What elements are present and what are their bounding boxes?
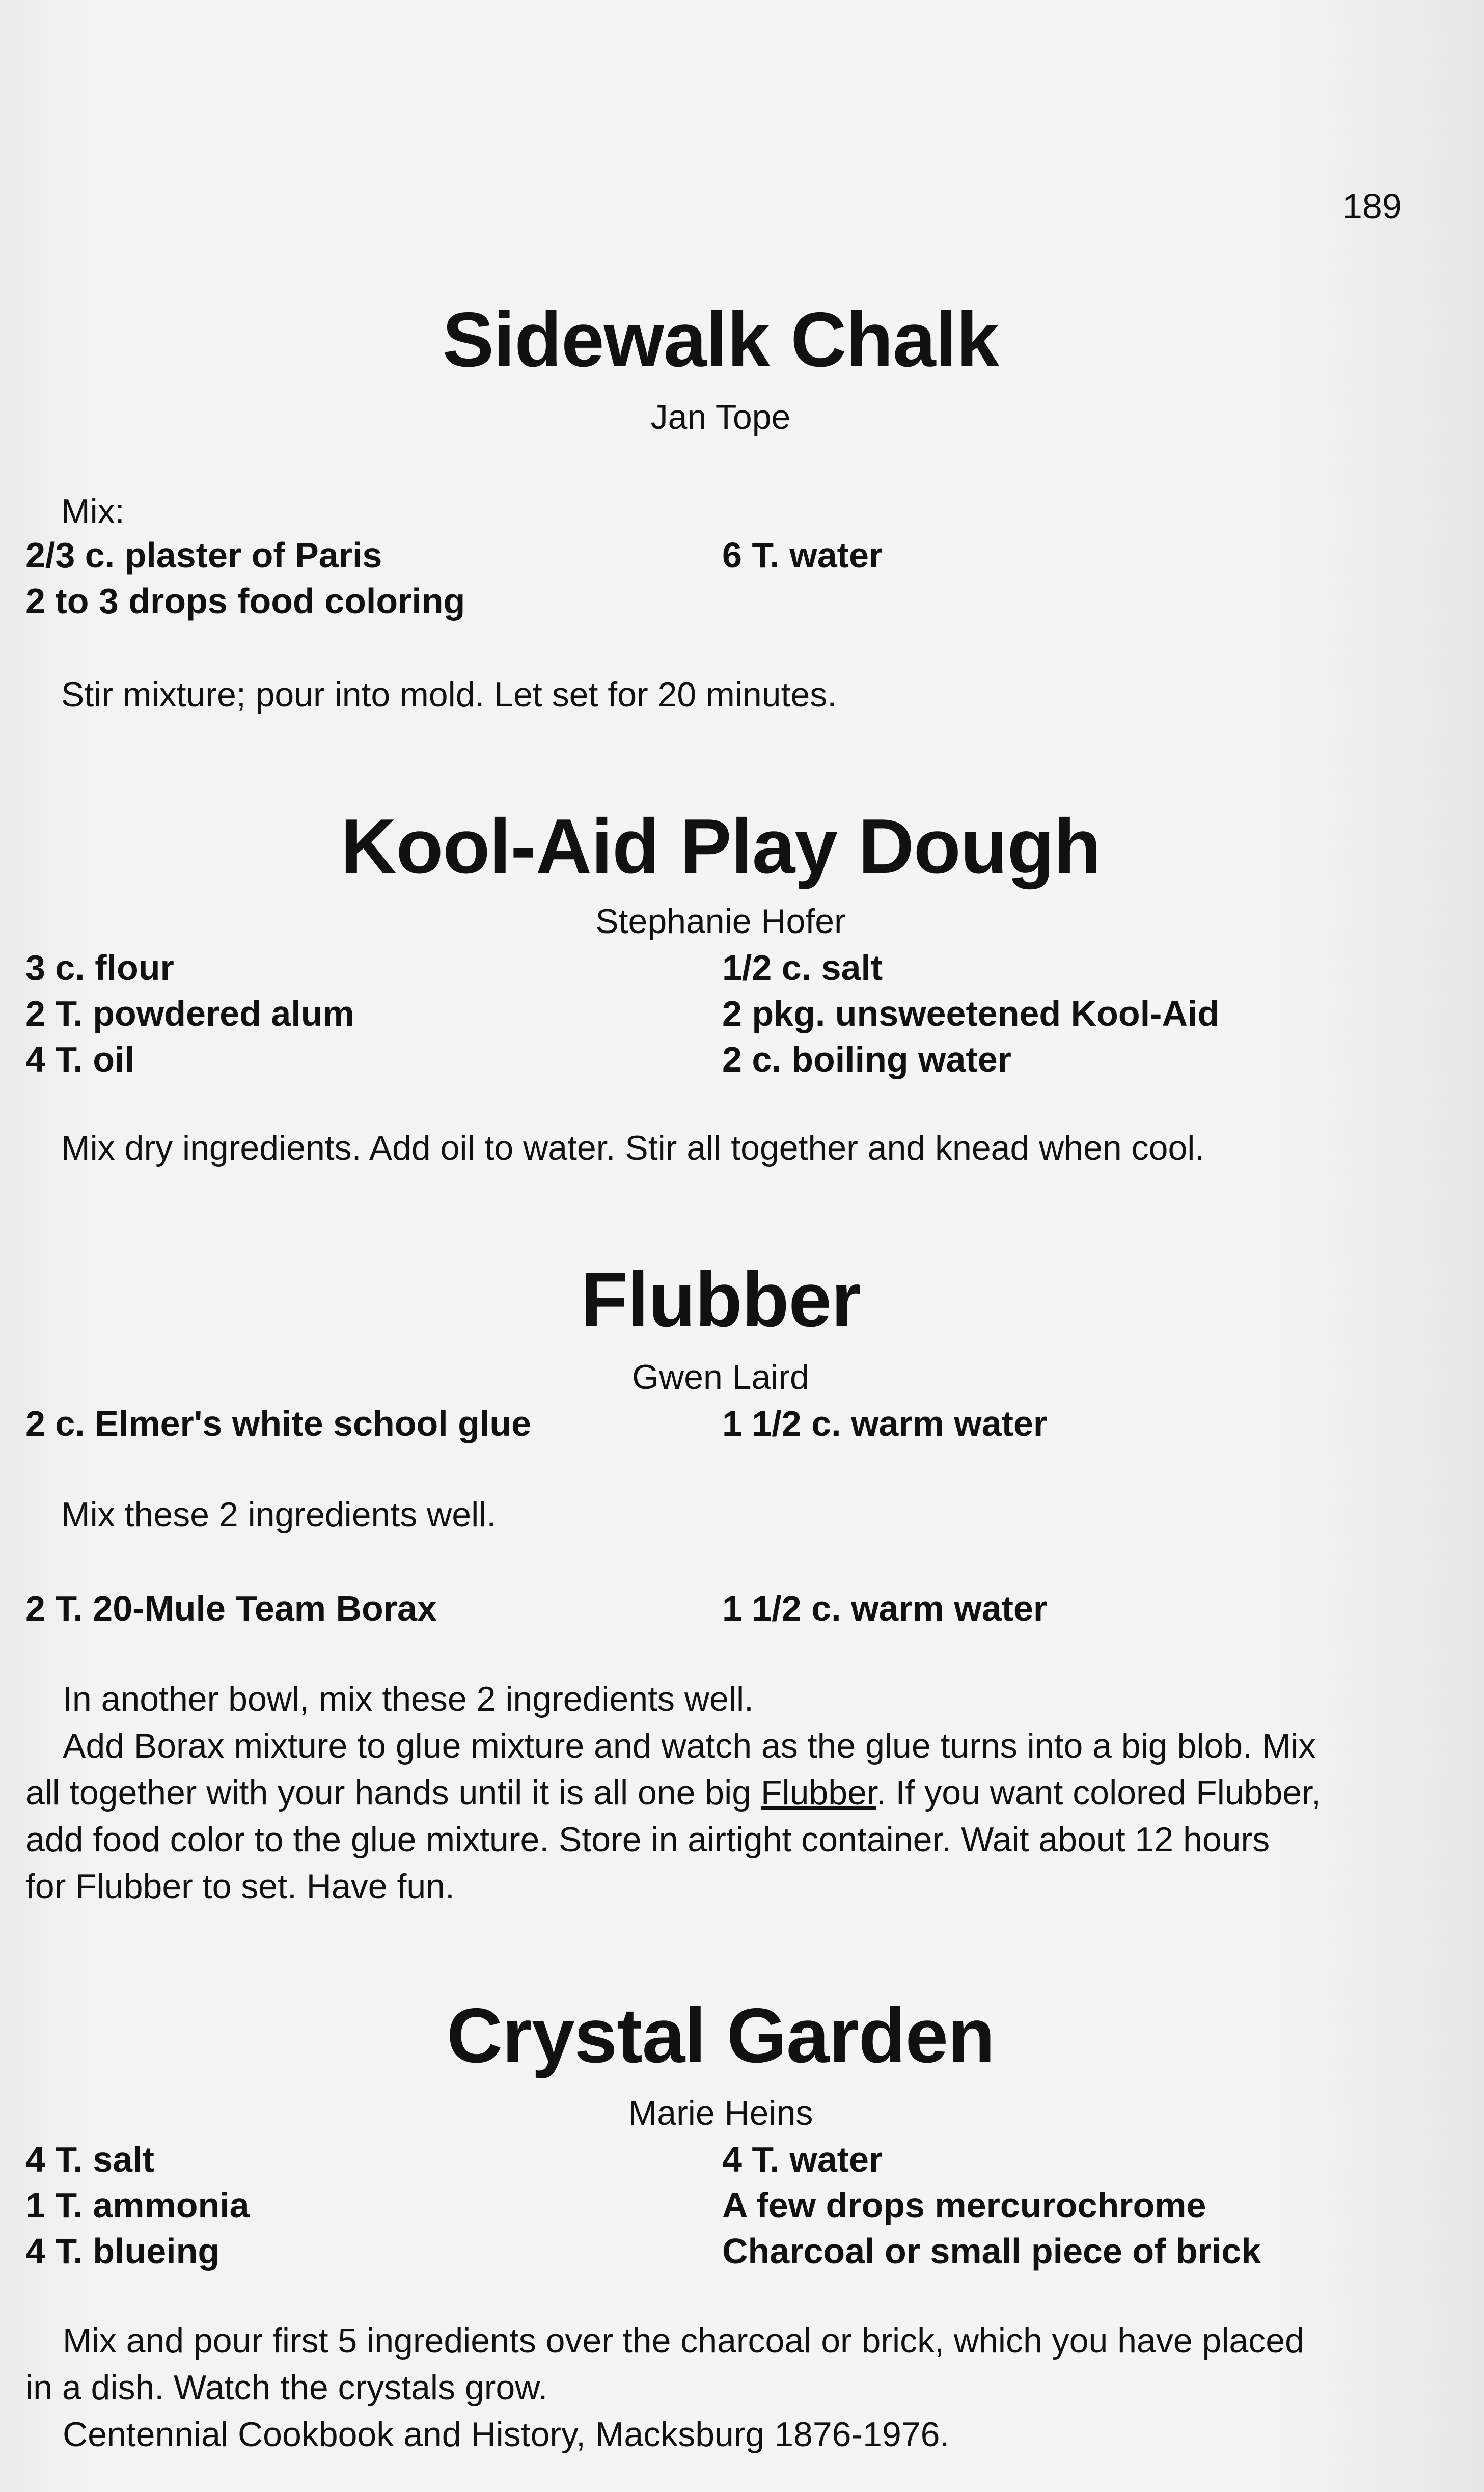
ingredient-right: 4 T. water xyxy=(722,2140,883,2179)
recipe-step-line: in a dish. Watch the crystals grow. xyxy=(25,2368,548,2407)
ingredient-left: 2/3 c. plaster of Paris xyxy=(25,535,382,575)
recipe-title-sidewalk-chalk: Sidewalk Chalk xyxy=(442,296,999,383)
recipe-step-text: . If you want colored Flubber, xyxy=(876,1773,1321,1812)
ingredient-right: A few drops mercurochrome xyxy=(722,2185,1206,2225)
ingredient-left: 4 T. salt xyxy=(25,2140,154,2179)
ingredient-left: 3 c. flour xyxy=(25,948,174,988)
ingredient-left: 2 T. powdered alum xyxy=(25,994,354,1033)
recipe-step: Mix and pour first 5 ingredients over the charcoal or brick, which you have placed xyxy=(63,2321,1304,2360)
recipe-step: Add Borax mixture to glue mixture and watch as the glue turns into a big blob. Mix xyxy=(63,1727,1316,1765)
recipe-step-line: add food color to the glue mixture. Store in airtight container. Wait about 12 hours xyxy=(25,1820,1270,1859)
recipe-author: Jan Tope xyxy=(650,398,791,436)
ingredient-right: 2 c. boiling water xyxy=(722,1039,1011,1079)
ingredient-left: 2 c. Elmer's white school glue xyxy=(25,1404,532,1443)
recipe-instructions-block xyxy=(25,2317,1416,2458)
recipe-step: Mix these 2 ingredients well. xyxy=(61,1495,497,1534)
recipe-author: Gwen Laird xyxy=(632,1358,809,1396)
recipe-step-text: all together with your hands until it is all one big xyxy=(25,1773,761,1812)
recipe-source: Centennial Cookbook and History, Macksburg 1876-1976. xyxy=(63,2415,950,2454)
ingredient-right: Charcoal or small piece of brick xyxy=(722,2231,1261,2271)
recipe-author: Marie Heins xyxy=(628,2094,813,2132)
ingredient-left: 4 T. blueing xyxy=(25,2231,220,2271)
ingredient-left: 2 to 3 drops food coloring xyxy=(25,581,465,621)
recipe-step: In another bowl, mix these 2 ingredients well. xyxy=(63,1680,754,1718)
recipe-title-kool-aid-play-dough: Kool-Aid Play Dough xyxy=(340,803,1101,890)
recipe-instructions: Stir mixture; pour into mold. Let set for 20 minutes. xyxy=(61,675,837,714)
ingredient-right: 1 1/2 c. warm water xyxy=(722,1589,1048,1628)
recipe-step-line: for Flubber to set. Have fun. xyxy=(25,1867,455,1906)
ingredient-left: 2 T. 20-Mule Team Borax xyxy=(25,1589,437,1628)
page-number: 189 xyxy=(1342,186,1402,226)
ingredient-right: 2 pkg. unsweetened Kool-Aid xyxy=(722,994,1220,1033)
ingredient-right: 6 T. water xyxy=(722,535,883,575)
recipe-instructions: Mix dry ingredients. Add oil to water. Stir all together and knead when cool. xyxy=(61,1129,1205,1167)
recipe-title-flubber: Flubber xyxy=(580,1256,861,1343)
ingredient-left: 1 T. ammonia xyxy=(25,2185,250,2225)
ingredient-left: 4 T. oil xyxy=(25,1039,134,1079)
recipe-step-line xyxy=(25,1769,1416,1816)
recipe-intro: Mix: xyxy=(61,492,125,531)
recipe-author: Stephanie Hofer xyxy=(595,902,846,941)
recipe-instructions-block xyxy=(25,1676,1416,1910)
ingredient-right: 1/2 c. salt xyxy=(722,948,883,988)
recipe-title-crystal-garden: Crystal Garden xyxy=(447,1992,995,2079)
ingredient-right: 1 1/2 c. warm water xyxy=(722,1404,1048,1443)
underlined-word: Flubber xyxy=(760,1773,876,1812)
